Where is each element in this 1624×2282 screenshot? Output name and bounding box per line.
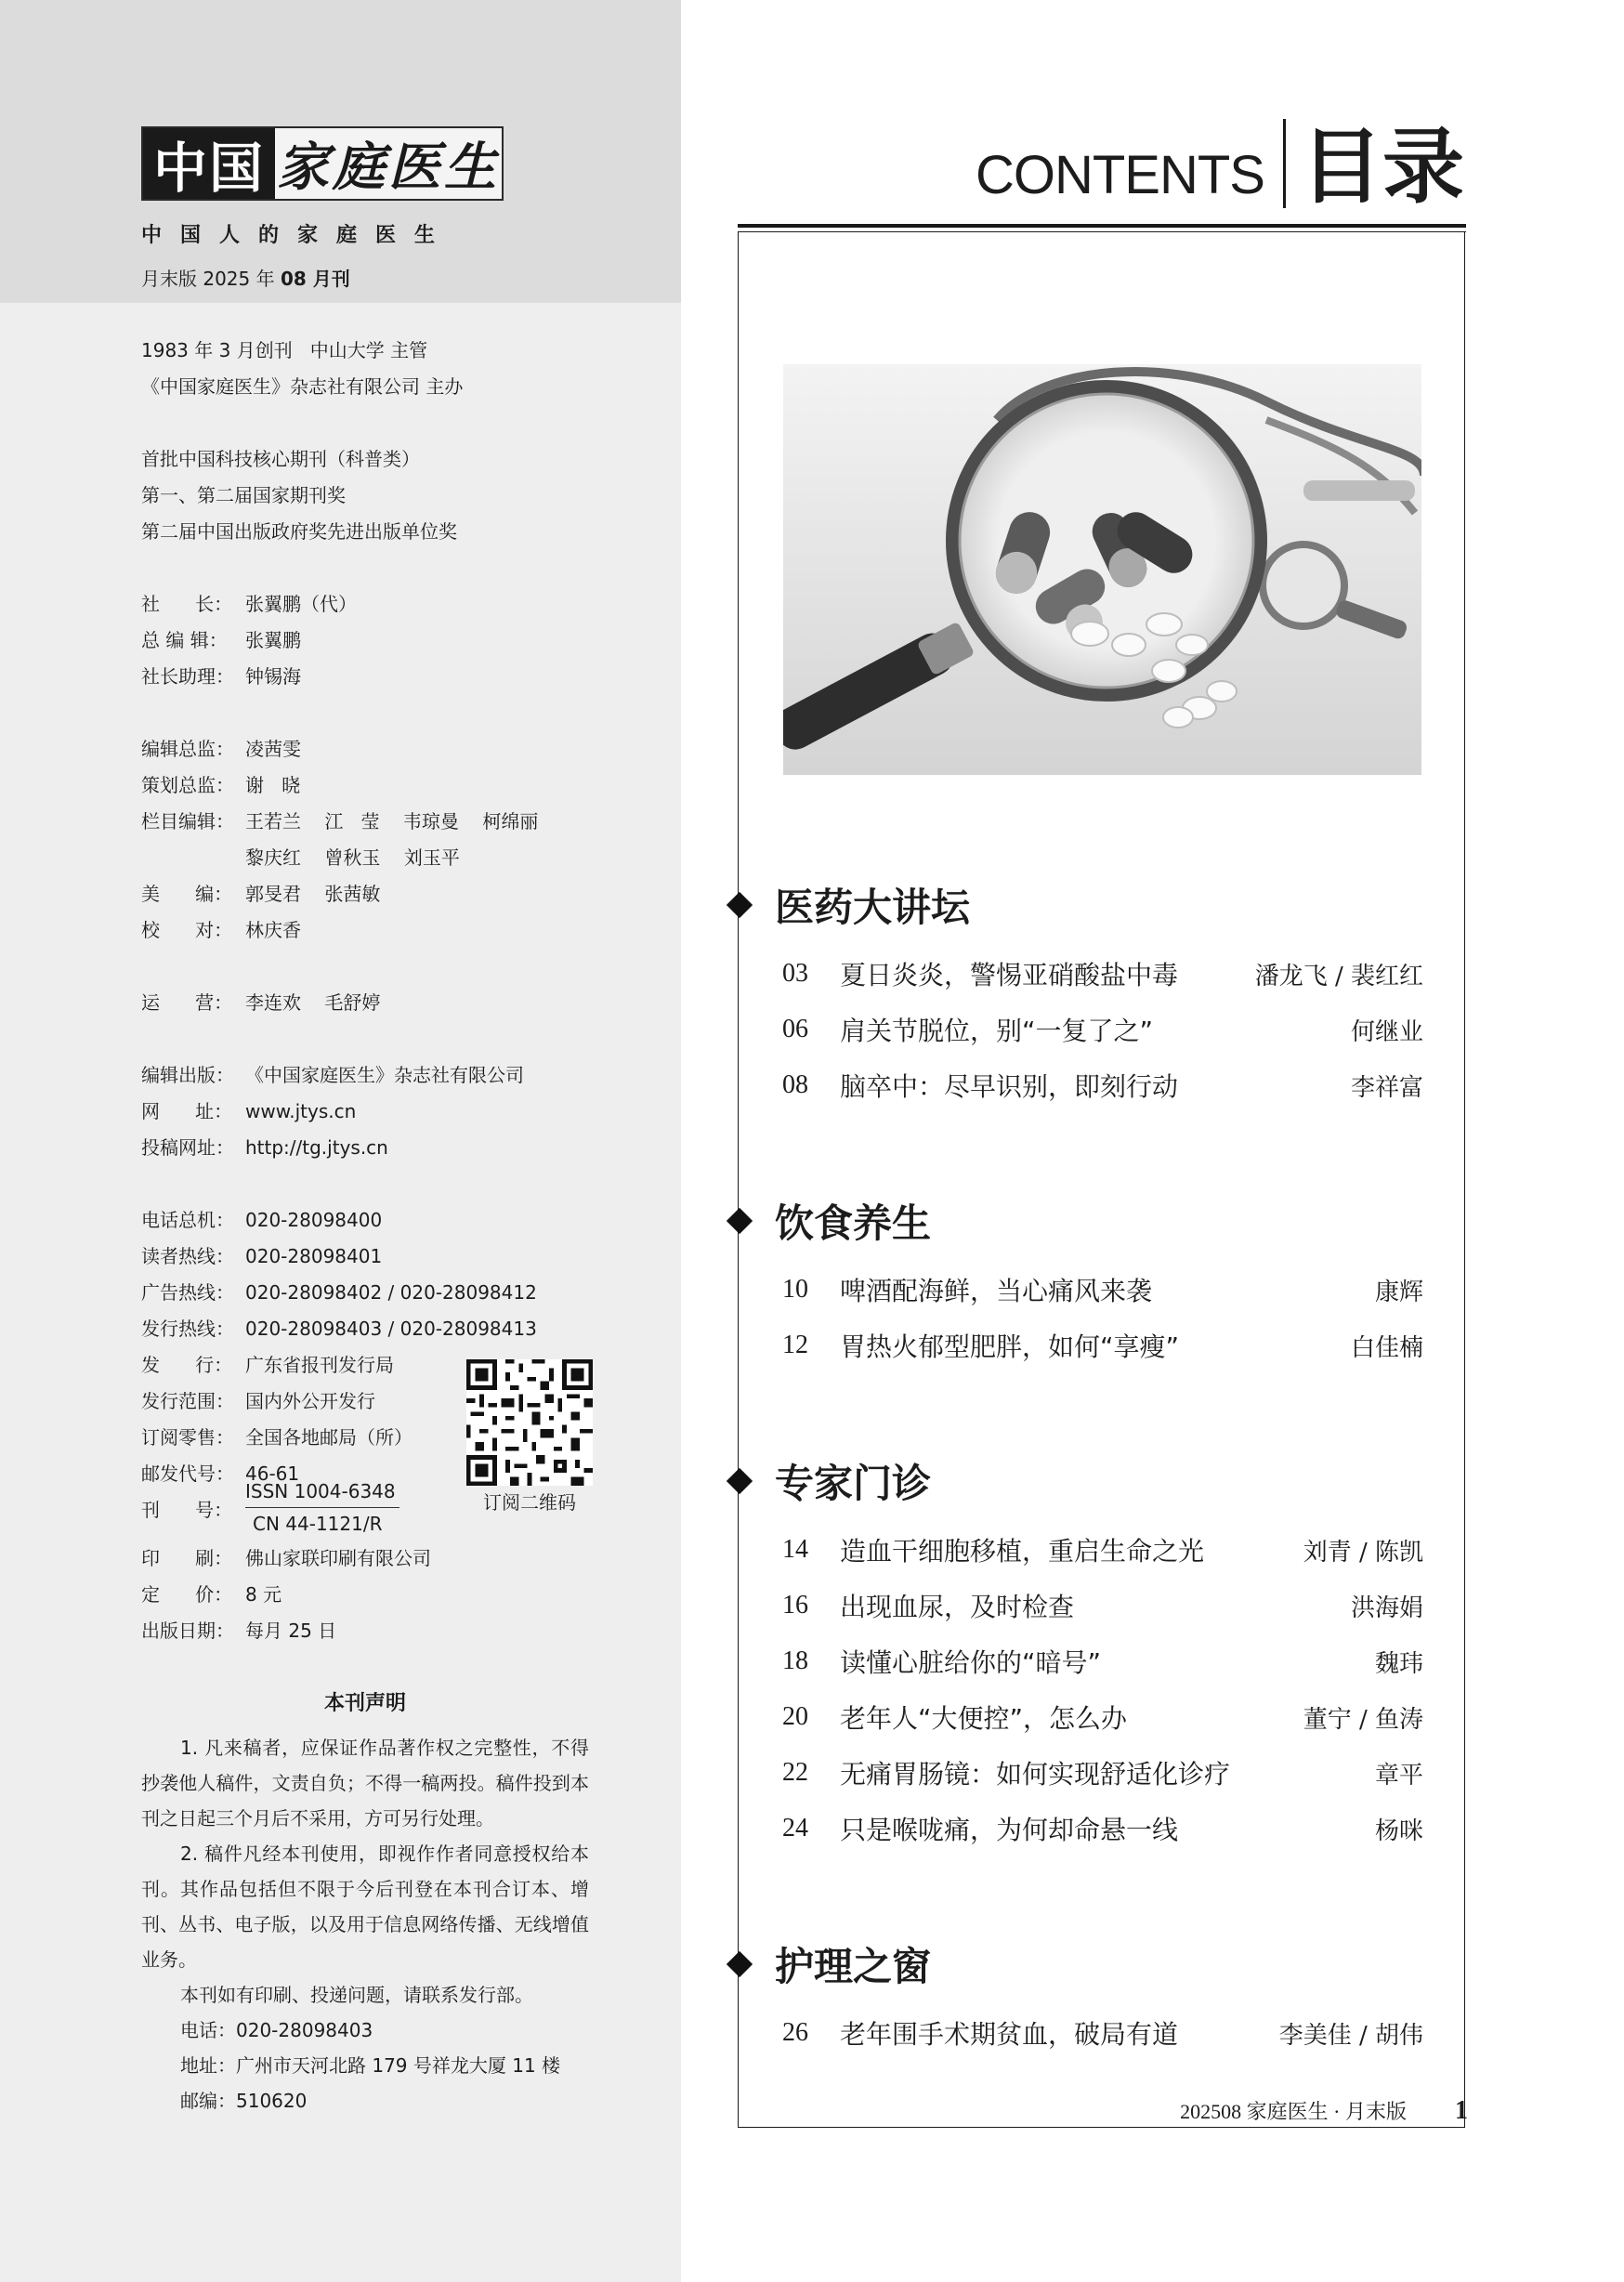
toc-title: 出现血尿，及时检查 — [840, 1592, 1075, 1622]
section-header — [725, 1936, 1423, 1992]
info-label: 出版日期： — [141, 1620, 234, 1642]
contents-heading — [975, 119, 1464, 215]
toc-page: 12 — [782, 1331, 808, 1359]
toc-page: 14 — [782, 1535, 808, 1564]
toc-page: 03 — [782, 959, 808, 988]
qr-code-icon — [466, 1359, 593, 1486]
declaration-paragraph: 本刊如有印刷、投递问题，请联系发行部。 — [180, 1984, 533, 2006]
info-label: 总 编 辑： — [141, 629, 228, 651]
section-header — [725, 877, 1423, 933]
info-label: 读者热线： — [141, 1245, 234, 1267]
info-label: 编辑出版： — [141, 1064, 234, 1086]
diamond-bullet-icon — [727, 892, 753, 918]
tagline: 中国人的家庭医生 — [141, 224, 454, 247]
toc-author: 李美佳 / 胡伟 — [1278, 2021, 1423, 2050]
top-rule — [738, 224, 1466, 228]
section-expert-clinic — [725, 1453, 1423, 1856]
declaration-paragraph: 1. 凡来稿者，应保证作品著作权之完整性，不得抄袭他人稿件，文责自负；不得一稿两投。稿件投到本刊之日起三个月后不采用，方可另行处理。 — [141, 1737, 589, 1830]
toc-entry[interactable] — [782, 1745, 1423, 1801]
info-value: 张翼鹏 — [245, 629, 301, 651]
info-label: 电话总机： — [141, 1209, 234, 1231]
info-label: 运 营： — [141, 991, 233, 1014]
declaration-body — [141, 1730, 589, 2118]
toc-entry[interactable] — [782, 1633, 1423, 1689]
section-nursing-window — [725, 1936, 1423, 2061]
diamond-bullet-icon — [727, 1468, 753, 1494]
toc-title: 老年人“大便控”，怎么办 — [840, 1703, 1128, 1734]
toc-page: 16 — [782, 1591, 808, 1620]
toc-entry[interactable] — [782, 1522, 1423, 1578]
toc-title: 肩关节脱位，别“一复了之” — [840, 1016, 1154, 1046]
toc-page: 10 — [782, 1275, 808, 1304]
toc-entry[interactable] — [782, 1801, 1423, 1856]
info-label: 校 对： — [141, 919, 233, 941]
toc-author: 董宁 / 鱼涛 — [1303, 1705, 1423, 1734]
info-label: 栏目编辑： — [141, 810, 234, 833]
contents-title-en: CONTENTS — [975, 145, 1264, 205]
toc-title: 只是喉咙痛，为何却命悬一线 — [840, 1815, 1179, 1845]
info-value: 8 元 — [245, 1583, 282, 1606]
info-value: 全国各地邮局（所） — [245, 1426, 413, 1449]
info-value: 郭旻君 张茜敏 — [245, 883, 381, 905]
toc-entry[interactable] — [782, 2005, 1423, 2061]
info-value: 国内外公开发行 — [245, 1390, 375, 1412]
info-value: 每月 25 日 — [245, 1620, 337, 1642]
founding-line: 1983 年 3 月创刊 中山大学 主管 — [141, 339, 428, 361]
toc-page: 22 — [782, 1758, 808, 1787]
toc-page: 26 — [782, 2018, 808, 2047]
info-label: 印 刷： — [141, 1547, 233, 1569]
diamond-bullet-icon — [727, 1951, 753, 1977]
info-value: 林庆香 — [245, 919, 301, 941]
toc-page: 20 — [782, 1702, 808, 1731]
info-label: 美 编： — [141, 883, 233, 905]
cn-number: CN 44-1121/R — [253, 1513, 383, 1535]
issn-number: ISSN 1004-6348 — [245, 1475, 399, 1508]
imprint-info — [141, 333, 661, 1528]
section-title: 医药大讲坛 — [775, 885, 971, 930]
info-value: 020-28098401 — [245, 1245, 383, 1267]
toc-author: 魏玮 — [1374, 1649, 1423, 1678]
section-medical-forum — [725, 877, 1423, 1113]
title-divider — [1283, 119, 1286, 208]
declaration-paragraph: 2. 稿件凡经本刊使用，即视作作者同意授权给本刊。其作品包括但不限于今后刊登在本刊合订本、增刊、丛书、电子版，以及用于信息网络传播、无线增值业务。 — [141, 1843, 589, 1971]
website-link[interactable]: www.jtys.cn — [245, 1100, 357, 1122]
subscription-qr[interactable] — [465, 1359, 595, 1515]
info-value: 020-28098402 / 020-28098412 — [245, 1281, 537, 1304]
info-label: 策划总监： — [141, 774, 234, 796]
info-value: 凌茜雯 — [245, 738, 301, 760]
toc-entry[interactable] — [782, 1002, 1423, 1057]
issn-block — [245, 1475, 399, 1540]
toc-author: 洪海娟 — [1350, 1593, 1423, 1622]
info-label: 社长助理： — [141, 665, 234, 688]
info-value: 46-61 — [245, 1462, 300, 1485]
info-label: 发行热线： — [141, 1318, 234, 1340]
info-label: 发行范围： — [141, 1390, 234, 1412]
toc-author: 潘龙飞 / 裴红红 — [1254, 962, 1423, 990]
info-label: 发 行： — [141, 1354, 233, 1376]
info-value: 王若兰 江 莹 韦琼曼 柯绵丽 — [245, 810, 539, 833]
info-label: 刊 号： — [141, 1499, 233, 1521]
qr-label: 订阅二维码 — [483, 1491, 576, 1514]
info-label: 订阅零售： — [141, 1426, 234, 1449]
edition-prefix: 月末版 2025 年 — [141, 268, 275, 290]
toc-entry[interactable] — [782, 946, 1423, 1002]
toc-title: 夏日炎炎，警惕亚硝酸盐中毒 — [840, 960, 1179, 990]
toc-author: 刘青 / 陈凯 — [1303, 1538, 1423, 1567]
honor-line: 第二届中国出版政府奖先进出版单位奖 — [141, 520, 457, 543]
edition-month: 08 月刊 — [280, 268, 350, 290]
info-value: 黎庆红 曾秋玉 刘玉平 — [245, 846, 460, 869]
toc-author: 何继业 — [1350, 1017, 1423, 1046]
info-label: 定 价： — [141, 1583, 233, 1606]
sponsor-line: 《中国家庭医生》杂志社有限公司 主办 — [141, 375, 464, 398]
toc-author: 章平 — [1374, 1761, 1423, 1790]
diamond-bullet-icon — [727, 1208, 753, 1234]
info-value: 佛山家联印刷有限公司 — [245, 1547, 431, 1569]
info-value: 020-28098403 / 020-28098413 — [245, 1318, 537, 1340]
toc-title: 脑卒中：尽早识别，即刻行动 — [840, 1071, 1179, 1102]
info-label: 社 长： — [141, 593, 233, 615]
toc-title: 造血干细胞移植，重启生命之光 — [840, 1536, 1205, 1567]
info-value: 广东省报刊发行局 — [245, 1354, 394, 1376]
logo-china: 中国 — [143, 128, 275, 199]
section-diet-health — [725, 1193, 1423, 1373]
toc-entry[interactable] — [782, 1262, 1423, 1318]
info-label: 投稿网址： — [141, 1136, 234, 1159]
magnifier-pills-photo — [783, 364, 1421, 775]
info-value: 张翼鹏（代） — [245, 593, 357, 615]
section-title: 专家门诊 — [775, 1461, 932, 1506]
honor-line: 首批中国科技核心期刊（科普类） — [141, 448, 420, 470]
contents-title-cn: 目录 — [1300, 119, 1464, 215]
page-number: 1 — [1455, 2096, 1468, 2125]
declaration-postcode: 邮编：510620 — [180, 2090, 308, 2112]
toc-title: 啤酒配海鲜，当心痛风来袭 — [840, 1276, 1153, 1306]
toc-author: 康辉 — [1374, 1278, 1423, 1306]
declaration-title: 本刊声明 — [323, 1692, 406, 1715]
toc-page: 06 — [782, 1015, 808, 1043]
info-value: 钟锡海 — [245, 665, 301, 688]
section-title: 饮食养生 — [775, 1200, 932, 1246]
toc-title: 无痛胃肠镜：如何实现舒适化诊疗 — [840, 1759, 1231, 1790]
toc-page: 18 — [782, 1646, 808, 1675]
honor-line: 第一、第二届国家期刊奖 — [141, 484, 346, 506]
toc-author: 杨咪 — [1374, 1816, 1423, 1845]
info-value: 《中国家庭医生》杂志社有限公司 — [245, 1064, 524, 1086]
logo-family-doctor: 家庭医生 — [277, 137, 500, 198]
submission-link[interactable]: http://tg.jtys.cn — [245, 1136, 388, 1159]
declaration-phone: 电话：020-28098403 — [180, 2019, 373, 2041]
toc-title: 老年围手术期贫血，破局有道 — [840, 2019, 1179, 2050]
toc-entry[interactable] — [782, 1689, 1423, 1745]
toc-entry[interactable] — [782, 1578, 1423, 1633]
left-sidebar — [0, 0, 681, 2282]
toc-title: 读懂心脏给你的“暗号” — [840, 1647, 1102, 1678]
info-value: 020-28098400 — [245, 1209, 383, 1231]
toc-page: 08 — [782, 1070, 808, 1099]
toc-entry[interactable] — [782, 1318, 1423, 1373]
declaration-address: 地址：广州市天河北路 179 号祥龙大厦 11 楼 — [180, 2054, 561, 2077]
info-label — [141, 840, 245, 876]
info-value: 李连欢 毛舒婷 — [245, 991, 381, 1014]
info-value: 谢 晓 — [245, 774, 301, 796]
info-label: 广告热线： — [141, 1281, 234, 1304]
footer-issue: 202508 家庭医生 · 月末版 — [1180, 2100, 1407, 2123]
section-title: 护理之窗 — [775, 1944, 932, 1989]
section-header — [725, 1193, 1423, 1249]
toc-entry[interactable] — [782, 1057, 1423, 1113]
info-label: 网 址： — [141, 1100, 233, 1122]
page-footer — [1180, 2096, 1468, 2126]
print-info — [141, 1541, 661, 1649]
toc-author: 李祥富 — [1350, 1073, 1423, 1102]
magazine-logo — [141, 126, 504, 201]
edition-line — [141, 264, 350, 291]
info-label: 编辑总监： — [141, 738, 234, 760]
section-header — [725, 1453, 1423, 1509]
toc-title: 胃热火郁型肥胖，如何“享瘦” — [840, 1331, 1180, 1362]
info-label: 邮发代号： — [141, 1462, 234, 1485]
toc-author: 白佳楠 — [1350, 1333, 1423, 1362]
toc-page: 24 — [782, 1814, 808, 1843]
